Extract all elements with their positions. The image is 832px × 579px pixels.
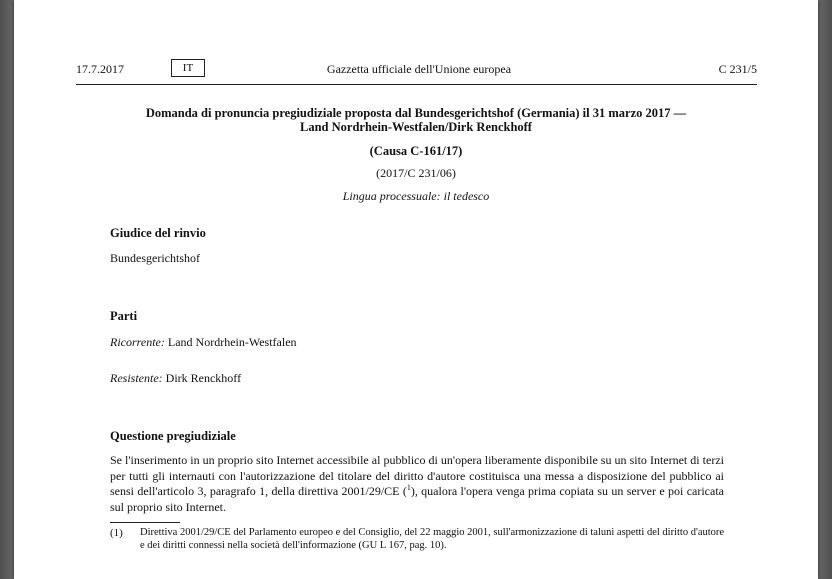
page-reference: C 231/5 [718, 62, 757, 76]
applicant-name: Land Nordrhein-Westfalen [167, 335, 297, 349]
footnote-divider [110, 522, 180, 523]
title-line-1: Domanda di pronuncia pregiudiziale proposta dal Bundesgerichtshof (Germania) il 31 marzo 2017 — [145, 106, 687, 120]
document-title [110, 106, 722, 134]
question-part-2: ), qualora l'opera venga prima copiata su un server e poi caricata sul proprio sito Internet. [110, 484, 724, 514]
footnote-text: Direttiva 2001/29/CE del Parlamento europeo e del Consiglio, del 22 maggio 2001, sull'armonizzazione di taluni aspetti del diritto d'autore e dei diritti connessi nella società dell'informazione (GU L 167, pag. 10). [140, 527, 725, 551]
defendant-name: Dirk Renckhoff [165, 371, 242, 385]
question-heading: Questione pregiudiziale [110, 429, 236, 443]
question-text [110, 453, 724, 515]
journal-title: Gazzetta ufficiale dell'Unione europea [326, 62, 512, 76]
header-divider [76, 84, 757, 85]
question-part-1: Se l'inserimento in un proprio sito Internet accessibile al pubblico di un'opera liberamente disponibile su un sito Internet di terzi per tutti gli internauti con l'autorizzazione del titolare del diritto d'autore costituisca una messa a disposizione del pubblico ai sensi dell'articolo 3, paragrafo 1, della direttiva 2001/29/CE ( [110, 453, 724, 498]
language-value: il tedesco [443, 189, 490, 203]
footnote-reference[interactable]: 1 [406, 483, 411, 492]
defendant-line [110, 371, 241, 386]
parties-heading: Parti [110, 309, 138, 323]
publication-date: 17.7.2017 [76, 62, 124, 76]
referring-court: Bundesgerichtshof [110, 251, 200, 265]
document-page [14, 0, 818, 579]
defendant-label: Resistente: [110, 371, 163, 385]
applicant-line [110, 335, 297, 350]
language-badge: IT [171, 59, 205, 77]
document-reference: (2017/C 231/06) [376, 166, 456, 180]
procedure-language [110, 189, 722, 204]
referring-court-heading: Giudice del rinvio [110, 226, 206, 240]
applicant-label: Ricorrente: [110, 335, 165, 349]
case-number: (Causa C-161/17) [369, 144, 463, 158]
footnote-number: (1) [110, 527, 123, 539]
title-line-2: Land Nordrhein-Westfalen/Dirk Renckhoff [300, 120, 532, 134]
language-label: Lingua processuale: [342, 189, 441, 203]
